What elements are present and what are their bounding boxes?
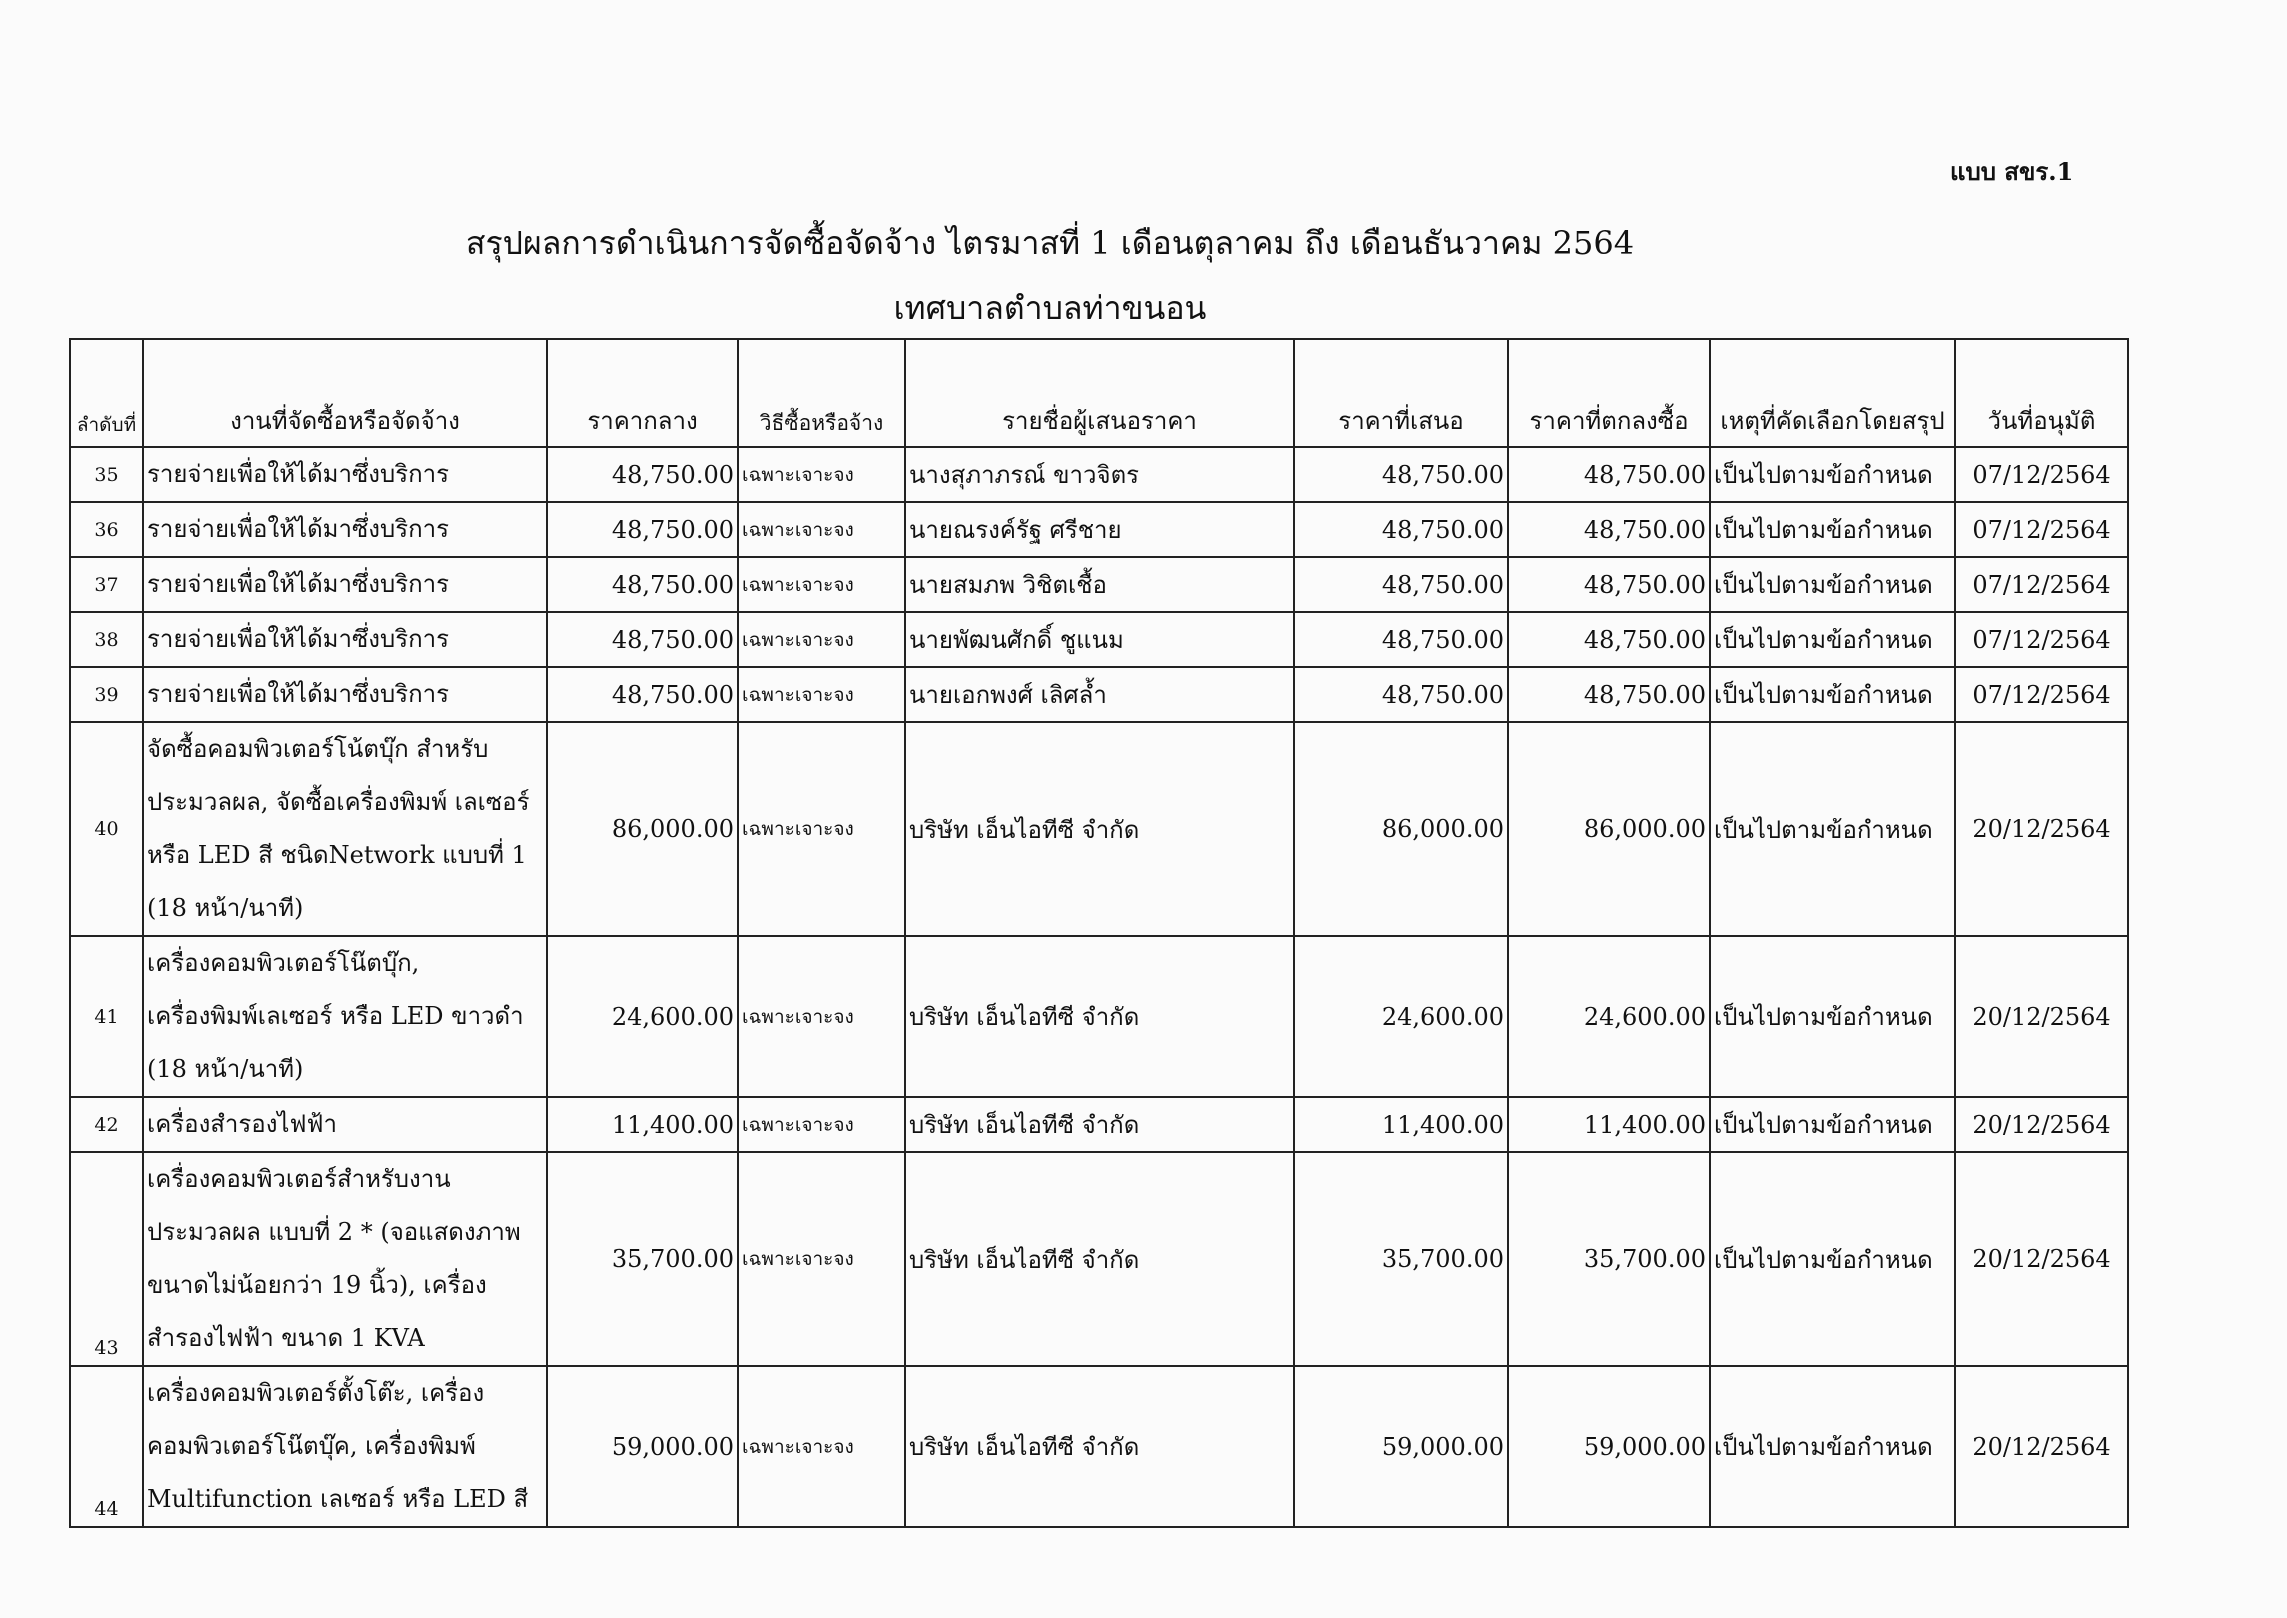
row-item-line: รายจ่ายเพื่อให้ได้มาซึ่งบริการ (147, 680, 449, 708)
row-offer: 86,000.00 (1294, 722, 1508, 936)
row-offer: 48,750.00 (1294, 557, 1508, 612)
header-date: วันที่อนุมัติ (1955, 339, 2128, 447)
row-budget: 59,000.00 (547, 1366, 738, 1527)
row-item-line: จัดซื้อคอมพิวเตอร์โน้ตบุ๊ก สำหรับ (147, 735, 489, 763)
row-vendor: นายพัฒนศักดิ์ ชูแนม (905, 612, 1294, 667)
header-method: วิธีซื้อหรือจ้าง (738, 339, 905, 447)
row-item (143, 1152, 547, 1366)
row-item (143, 612, 547, 667)
row-budget: 48,750.00 (547, 447, 738, 502)
header-item: งานที่จัดซื้อหรือจัดจ้าง (143, 339, 547, 447)
row-item-line: เครื่องคอมพิวเตอร์โน๊ตบุ๊ก, (147, 949, 420, 977)
row-item (143, 667, 547, 722)
row-vendor: บริษัท เอ็นไอทีซี จำกัด (905, 936, 1294, 1097)
header-row (70, 339, 2128, 447)
row-method: เฉพาะเจาะจง (738, 1152, 905, 1366)
row-item-line: เครื่องสำรองไฟฟ้า (147, 1110, 337, 1138)
header-offer: ราคาที่เสนอ (1294, 339, 1508, 447)
row-budget: 35,700.00 (547, 1152, 738, 1366)
row-vendor: นายณรงค์รัฐ ศรีชาย (905, 502, 1294, 557)
row-offer: 48,750.00 (1294, 447, 1508, 502)
row-agreed: 48,750.00 (1508, 557, 1710, 612)
row-method: เฉพาะเจาะจง (738, 612, 905, 667)
row-method: เฉพาะเจาะจง (738, 667, 905, 722)
row-item (143, 447, 547, 502)
procurement-table (69, 338, 2129, 1528)
row-reason: เป็นไปตามข้อกำหนด (1710, 1097, 1955, 1152)
row-vendor: บริษัท เอ็นไอทีซี จำกัด (905, 1097, 1294, 1152)
row-vendor: นายเอกพงศ์ เลิศล้ำ (905, 667, 1294, 722)
row-method: เฉพาะเจาะจง (738, 1366, 905, 1527)
row-item-line: คอมพิวเตอร์โน๊ตบุ๊ค, เครื่องพิมพ์ (147, 1432, 476, 1460)
row-method: เฉพาะเจาะจง (738, 447, 905, 502)
table-row (70, 936, 2128, 1097)
row-budget: 48,750.00 (547, 612, 738, 667)
document-title: สรุปผลการดำเนินการจัดซื้อจัดจ้าง ไตรมาสที่ 1 เดือนตุลาคม ถึง เดือนธันวาคม 2564 (465, 224, 1635, 262)
row-agreed: 59,000.00 (1508, 1366, 1710, 1527)
row-item-line: เครื่องคอมพิวเตอร์สำหรับงาน (147, 1165, 451, 1193)
header-no: ลำดับที่ (70, 339, 143, 447)
table-row (70, 1366, 2128, 1527)
row-reason: เป็นไปตามข้อกำหนด (1710, 612, 1955, 667)
row-method: เฉพาะเจาะจง (738, 557, 905, 612)
row-number: 41 (70, 936, 143, 1097)
row-item-line: รายจ่ายเพื่อให้ได้มาซึ่งบริการ (147, 625, 449, 653)
document-subtitle: เทศบาลตำบลท่าขนอน (893, 289, 1207, 327)
header-reason: เหตุที่คัดเลือกโดยสรุป (1710, 339, 1955, 447)
row-date: 20/12/2564 (1955, 1152, 2128, 1366)
table-body (70, 447, 2128, 1527)
row-method: เฉพาะเจาะจง (738, 502, 905, 557)
table-row (70, 1097, 2128, 1152)
row-number: 39 (70, 667, 143, 722)
row-item-line: เครื่องพิมพ์เลเซอร์ หรือ LED ขาวดำ (147, 1002, 524, 1030)
row-agreed: 86,000.00 (1508, 722, 1710, 936)
row-budget: 48,750.00 (547, 502, 738, 557)
row-item (143, 557, 547, 612)
row-number: 44 (70, 1366, 143, 1527)
table-row (70, 722, 2128, 936)
row-offer: 48,750.00 (1294, 667, 1508, 722)
table-row (70, 1152, 2128, 1366)
row-item (143, 502, 547, 557)
row-number: 35 (70, 447, 143, 502)
row-item-line: รายจ่ายเพื่อให้ได้มาซึ่งบริการ (147, 515, 449, 543)
row-reason: เป็นไปตามข้อกำหนด (1710, 1366, 1955, 1527)
row-reason: เป็นไปตามข้อกำหนด (1710, 667, 1955, 722)
row-item (143, 1366, 547, 1527)
row-date: 07/12/2564 (1955, 447, 2128, 502)
row-agreed: 35,700.00 (1508, 1152, 1710, 1366)
row-date: 07/12/2564 (1955, 667, 2128, 722)
row-date: 20/12/2564 (1955, 1097, 2128, 1152)
row-item-line: รายจ่ายเพื่อให้ได้มาซึ่งบริการ (147, 570, 449, 598)
row-agreed: 11,400.00 (1508, 1097, 1710, 1152)
row-offer: 24,600.00 (1294, 936, 1508, 1097)
row-number: 43 (70, 1152, 143, 1366)
row-agreed: 48,750.00 (1508, 667, 1710, 722)
table-row (70, 612, 2128, 667)
form-code: แบบ สขร.1 (1950, 157, 2074, 186)
table-row (70, 667, 2128, 722)
row-agreed: 24,600.00 (1508, 936, 1710, 1097)
row-number: 36 (70, 502, 143, 557)
row-item-line: (18 หน้า/นาที) (147, 1055, 304, 1083)
header-budget: ราคากลาง (547, 339, 738, 447)
row-vendor: บริษัท เอ็นไอทีซี จำกัด (905, 722, 1294, 936)
row-method: เฉพาะเจาะจง (738, 936, 905, 1097)
row-date: 07/12/2564 (1955, 502, 2128, 557)
row-vendor: นายสมภพ วิชิตเชื้อ (905, 557, 1294, 612)
row-date: 07/12/2564 (1955, 557, 2128, 612)
table-row (70, 502, 2128, 557)
row-date: 20/12/2564 (1955, 1366, 2128, 1527)
row-number: 37 (70, 557, 143, 612)
row-number: 40 (70, 722, 143, 936)
row-offer: 48,750.00 (1294, 612, 1508, 667)
row-reason: เป็นไปตามข้อกำหนด (1710, 1152, 1955, 1366)
row-item-line: หรือ LED สี ชนิดNetwork แบบที่ 1 (147, 841, 527, 869)
table-row (70, 447, 2128, 502)
row-reason: เป็นไปตามข้อกำหนด (1710, 557, 1955, 612)
row-item-line: สำรองไฟฟ้า ขนาด 1 KVA (147, 1324, 425, 1352)
row-item-line: เครื่องคอมพิวเตอร์ตั้งโต๊ะ, เครื่อง (147, 1379, 485, 1407)
row-offer: 59,000.00 (1294, 1366, 1508, 1527)
row-number: 42 (70, 1097, 143, 1152)
row-offer: 48,750.00 (1294, 502, 1508, 557)
row-budget: 48,750.00 (547, 557, 738, 612)
row-method: เฉพาะเจาะจง (738, 722, 905, 936)
row-agreed: 48,750.00 (1508, 447, 1710, 502)
row-offer: 35,700.00 (1294, 1152, 1508, 1366)
row-agreed: 48,750.00 (1508, 502, 1710, 557)
header-agreed: ราคาที่ตกลงซื้อ (1508, 339, 1710, 447)
row-vendor: นางสุภาภรณ์ ขาวจิตร (905, 447, 1294, 502)
row-budget: 48,750.00 (547, 667, 738, 722)
row-budget: 86,000.00 (547, 722, 738, 936)
row-date: 20/12/2564 (1955, 722, 2128, 936)
row-item (143, 722, 547, 936)
row-item-line: ประมวลผล, จัดซื้อเครื่องพิมพ์ เลเซอร์ (147, 788, 530, 816)
header-vendor: รายชื่อผู้เสนอราคา (905, 339, 1294, 447)
row-item-line: ขนาดไม่น้อยกว่า 19 นิ้ว), เครื่อง (147, 1271, 487, 1299)
row-number: 38 (70, 612, 143, 667)
row-item-line: ประมวลผล แบบที่ 2 * (จอแสดงภาพ (147, 1218, 521, 1246)
row-item-line: รายจ่ายเพื่อให้ได้มาซึ่งบริการ (147, 460, 449, 488)
row-item (143, 1097, 547, 1152)
row-item-line: (18 หน้า/นาที) (147, 894, 304, 922)
row-item (143, 936, 547, 1097)
row-vendor: บริษัท เอ็นไอทีซี จำกัด (905, 1152, 1294, 1366)
row-reason: เป็นไปตามข้อกำหนด (1710, 936, 1955, 1097)
row-vendor: บริษัท เอ็นไอทีซี จำกัด (905, 1366, 1294, 1527)
row-item-line: Multifunction เลเซอร์ หรือ LED สี (147, 1485, 529, 1513)
row-date: 07/12/2564 (1955, 612, 2128, 667)
row-offer: 11,400.00 (1294, 1097, 1508, 1152)
row-method: เฉพาะเจาะจง (738, 1097, 905, 1152)
row-reason: เป็นไปตามข้อกำหนด (1710, 722, 1955, 936)
row-reason: เป็นไปตามข้อกำหนด (1710, 447, 1955, 502)
row-budget: 24,600.00 (547, 936, 738, 1097)
row-budget: 11,400.00 (547, 1097, 738, 1152)
row-reason: เป็นไปตามข้อกำหนด (1710, 502, 1955, 557)
row-date: 20/12/2564 (1955, 936, 2128, 1097)
table-row (70, 557, 2128, 612)
row-agreed: 48,750.00 (1508, 612, 1710, 667)
